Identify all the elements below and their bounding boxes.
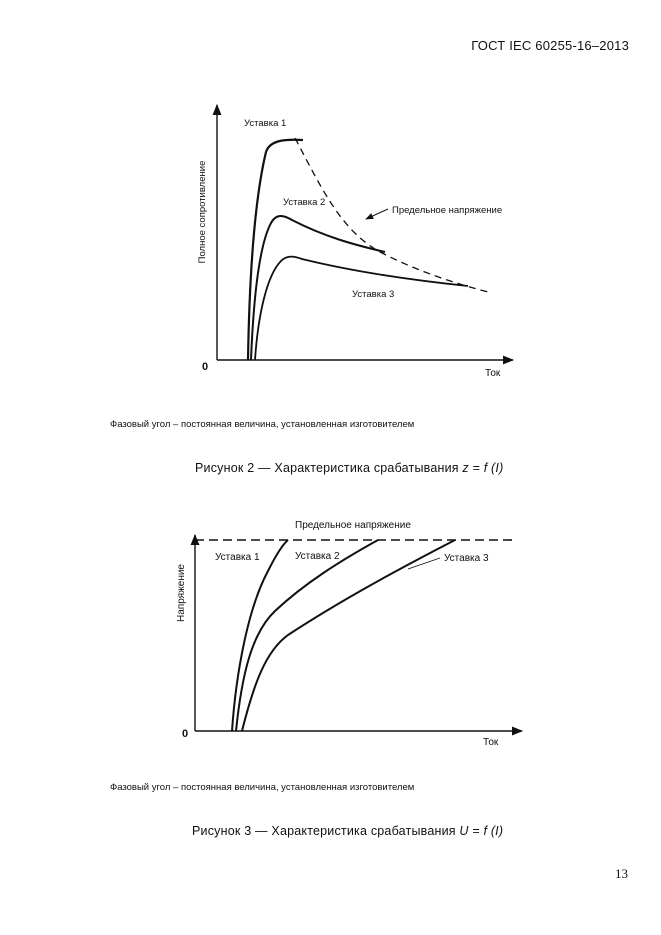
x-axis-label: Ток: [483, 737, 499, 748]
origin-label: 0: [202, 361, 209, 373]
document-standard-header: ГОСТ IEC 60255-16–2013: [471, 38, 629, 53]
limit-voltage-label: Предельное напряжение: [295, 520, 411, 531]
limit-voltage-label: Предельное напряжение: [392, 205, 503, 216]
limit-voltage-pointer: [366, 209, 388, 219]
x-axis-label: Ток: [485, 368, 501, 379]
curve-3-pointer: [408, 558, 440, 569]
curve-label-setting-1: Уставка 1: [215, 552, 260, 563]
figure-2-formula: z = f (I): [462, 461, 504, 475]
curve-setting-3: [242, 540, 455, 731]
curve-label-setting-3: Уставка 3: [352, 289, 395, 300]
y-axis-label: Полное сопротивление: [197, 160, 208, 264]
page-number: 13: [615, 866, 628, 881]
figure-2-note: Фазовый угол – постоянная величина, установленная изготовителем: [110, 419, 415, 430]
curve-label-setting-3: Уставка 3: [444, 553, 489, 564]
curve-label-setting-2: Уставка 2: [283, 197, 326, 208]
figure-2-impedance-chart: [180, 100, 520, 385]
curve-label-setting-2: Уставка 2: [295, 551, 340, 562]
figure-2-caption: Рисунок 2 — Характеристика срабатывания z = f (I): [195, 461, 504, 475]
curve-setting-2: [251, 216, 385, 360]
y-axis-label: Напряжение: [176, 564, 187, 622]
figure-3-voltage-chart: [170, 513, 530, 753]
figure-3-note: Фазовый угол – постоянная величина, установленная изготовителем: [110, 782, 415, 793]
curve-setting-2: [236, 540, 378, 731]
origin-label: 0: [182, 728, 189, 740]
figure-3-formula: U = f (I): [459, 824, 504, 838]
curve-setting-3: [255, 257, 468, 360]
curve-label-setting-1: Уставка 1: [244, 118, 287, 129]
figure-3-caption: Рисунок 3 — Характеристика срабатывания U = f (I): [192, 824, 504, 838]
curve-setting-1: [248, 140, 303, 360]
